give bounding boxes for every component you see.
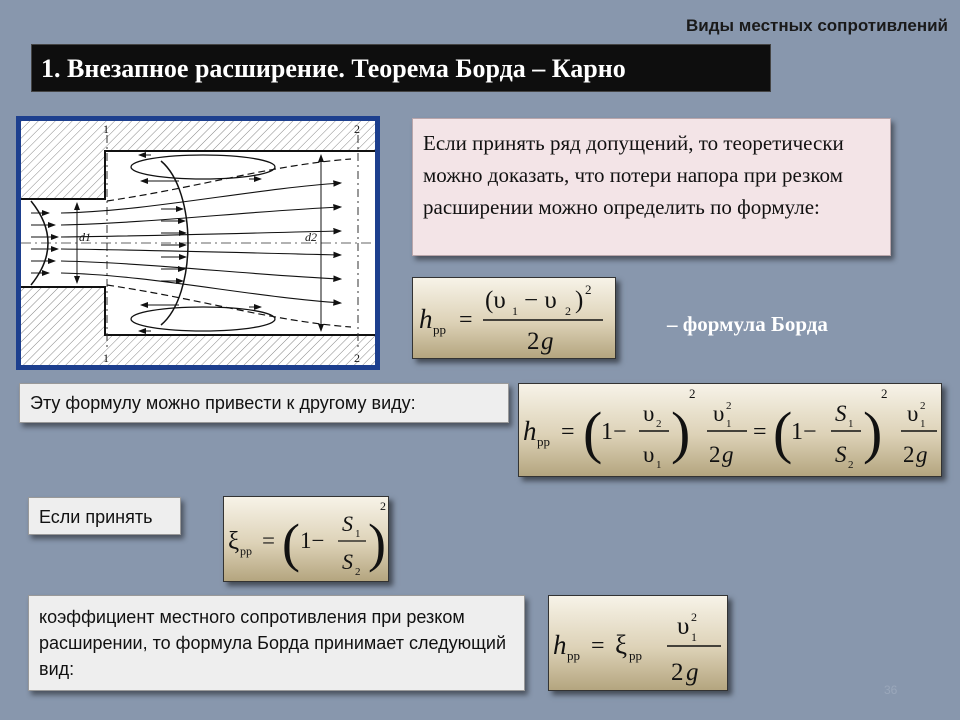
svg-text:2: 2 xyxy=(355,566,361,578)
section-2-bottom-label: 2 xyxy=(354,351,360,365)
svg-text:ξ: ξ xyxy=(615,630,628,660)
svg-text:2: 2 xyxy=(671,659,684,686)
svg-text:2: 2 xyxy=(527,328,540,355)
svg-text:=: = xyxy=(262,528,275,553)
svg-text:g: g xyxy=(541,328,554,355)
svg-text:υ: υ xyxy=(643,401,655,426)
sudden-expansion-diagram xyxy=(16,116,380,370)
svg-text:2: 2 xyxy=(903,442,915,467)
section-1-top-label: 1 xyxy=(103,122,109,136)
page-number: 36 xyxy=(884,683,898,697)
svg-text:g: g xyxy=(722,442,734,467)
svg-text:2: 2 xyxy=(881,386,888,401)
section-1-bottom-label: 1 xyxy=(103,351,109,365)
svg-text:рр: рр xyxy=(629,648,642,663)
assume-text: Если принять xyxy=(39,507,153,527)
svg-text:(: ( xyxy=(583,400,603,465)
borda-formula-area-form xyxy=(518,383,942,477)
svg-text:(: ( xyxy=(773,400,793,465)
svg-text:): ) xyxy=(863,400,883,465)
d2-label: d2 xyxy=(305,230,317,244)
svg-text:): ) xyxy=(575,287,584,314)
svg-text:=: = xyxy=(459,307,473,333)
svg-text:1: 1 xyxy=(656,459,662,471)
intro-text-box xyxy=(412,118,891,256)
topic-heading: Виды местных сопротивлений xyxy=(686,16,948,35)
svg-text:=: = xyxy=(753,419,767,445)
svg-text:υ: υ xyxy=(713,401,725,426)
svg-text:): ) xyxy=(671,400,691,465)
svg-text:2: 2 xyxy=(585,282,592,297)
svg-text:рр: рр xyxy=(537,434,550,449)
svg-text:2: 2 xyxy=(920,400,926,412)
svg-text:g: g xyxy=(916,442,928,467)
svg-text:υ: υ xyxy=(643,442,655,467)
svg-text:рр: рр xyxy=(433,322,446,337)
svg-text:1−: 1− xyxy=(791,419,817,445)
borda-formula-with-coefficient xyxy=(548,595,728,691)
slide-title: 1. Внезапное расширение. Теорема Борда – Карно xyxy=(41,54,626,83)
section-2-top-label: 2 xyxy=(354,122,360,136)
svg-text:(: ( xyxy=(282,513,300,573)
borda-formula-caption: – формула Борда xyxy=(667,312,828,336)
svg-text:υ: υ xyxy=(677,613,690,640)
svg-text:2: 2 xyxy=(848,459,854,471)
svg-text:2: 2 xyxy=(380,499,386,513)
svg-text:1−: 1− xyxy=(601,419,627,445)
svg-text:S: S xyxy=(835,442,847,467)
svg-text:1: 1 xyxy=(848,418,854,430)
svg-text:h: h xyxy=(523,416,537,446)
coefficient-text-box xyxy=(28,595,525,691)
expansion-flow-drawing xyxy=(21,121,375,365)
svg-text:1: 1 xyxy=(355,528,361,540)
svg-text:1: 1 xyxy=(691,630,697,644)
borda-formula xyxy=(412,277,616,359)
svg-text:2: 2 xyxy=(656,418,662,430)
svg-text:1: 1 xyxy=(512,304,518,318)
svg-text:(υ: (υ xyxy=(485,287,506,314)
loss-coefficient-formula xyxy=(223,496,389,582)
svg-text:1: 1 xyxy=(920,418,926,430)
svg-text:− υ: − υ xyxy=(524,287,557,314)
svg-text:2: 2 xyxy=(565,304,571,318)
svg-text:=: = xyxy=(591,633,605,659)
d1-label: d1 xyxy=(79,230,91,244)
svg-text:υ: υ xyxy=(907,401,919,426)
coefficient-text: коэффициент местного сопротивления при резком расширении, то формула Борда принимает следующий вид: xyxy=(39,607,506,679)
svg-text:h: h xyxy=(553,630,567,660)
svg-text:2: 2 xyxy=(709,442,721,467)
svg-text:2: 2 xyxy=(691,610,697,624)
svg-text:рр: рр xyxy=(567,648,580,663)
assume-text-box xyxy=(28,497,181,535)
svg-text:S: S xyxy=(342,549,353,574)
svg-text:S: S xyxy=(835,401,847,426)
svg-text:ξ: ξ xyxy=(228,528,240,555)
svg-text:=: = xyxy=(561,419,575,445)
svg-text:1: 1 xyxy=(726,418,732,430)
convert-text: Эту формулу можно привести к другому виду: xyxy=(30,393,416,413)
convert-text-box xyxy=(19,383,509,423)
svg-text:h: h xyxy=(419,304,433,334)
svg-text:): ) xyxy=(368,513,386,573)
svg-text:2: 2 xyxy=(689,386,696,401)
svg-text:g: g xyxy=(686,659,699,686)
svg-text:2: 2 xyxy=(726,400,732,412)
intro-text: Если принять ряд допущений, то теоретически можно доказать, что потери напора при резком расширении можно определить по формуле: xyxy=(423,131,844,219)
svg-text:S: S xyxy=(342,511,353,536)
svg-text:рр: рр xyxy=(240,544,252,558)
slide-title-bar xyxy=(31,44,771,92)
svg-text:1−: 1− xyxy=(300,528,325,553)
